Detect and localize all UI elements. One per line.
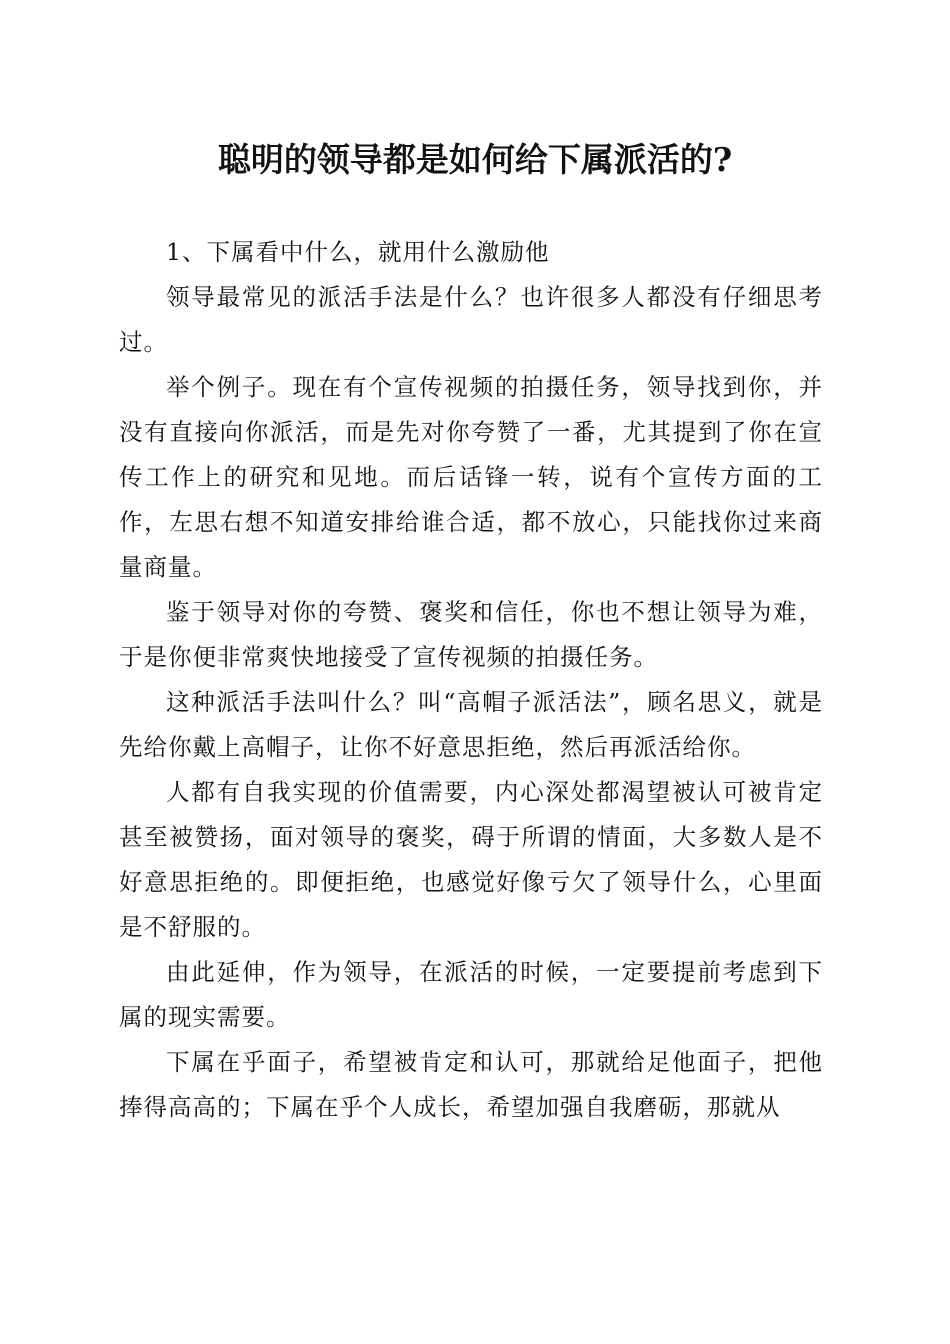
paragraph-heading-1: 1、下属看中什么，就用什么激励他	[166, 238, 550, 266]
paragraph: 领导最常见的派活手法是什么？也许很多人都没有仔细思考过。	[119, 283, 823, 356]
paragraph: 鉴于领导对你的夸赞、褒奖和信任，你也不想让领导为难，于是你便非常爽快地接受了宣传视频的拍摄任务。	[119, 598, 823, 671]
paragraph: 人都有自我实现的价值需要，内心深处都渴望被认可被肯定甚至被赞扬，面对领导的褒奖，碍于所谓的情面，大多数人是不好意思拒绝的。即便拒绝，也感觉好像亏欠了领导什么，心里面是不舒服的。	[119, 778, 823, 941]
document-body	[119, 230, 823, 1130]
paragraph: 下属在乎面子，希望被肯定和认可，那就给足他面子，把他捧得高高的；下属在乎个人成长，希望加强自我磨砺，那就从	[119, 1048, 823, 1121]
document-title: 聪明的领导都是如何给下属派活的?	[217, 140, 733, 179]
paragraph: 举个例子。现在有个宣传视频的拍摄任务，领导找到你，并没有直接向你派活，而是先对你夸赞了一番，尤其提到了你在宣传工作上的研究和见地。而后话锋一转，说有个宣传方面的工作，左思右想不知道安排给谁合适，都不放心，只能找你过来商量商量。	[119, 373, 823, 581]
paragraph: 这种派活手法叫什么？叫“高帽子派活法”，顾名思义，就是先给你戴上高帽子，让你不好意思拒绝，然后再派活给你。	[119, 688, 823, 761]
paragraph: 由此延伸，作为领导，在派活的时候，一定要提前考虑到下属的现实需要。	[119, 958, 823, 1031]
